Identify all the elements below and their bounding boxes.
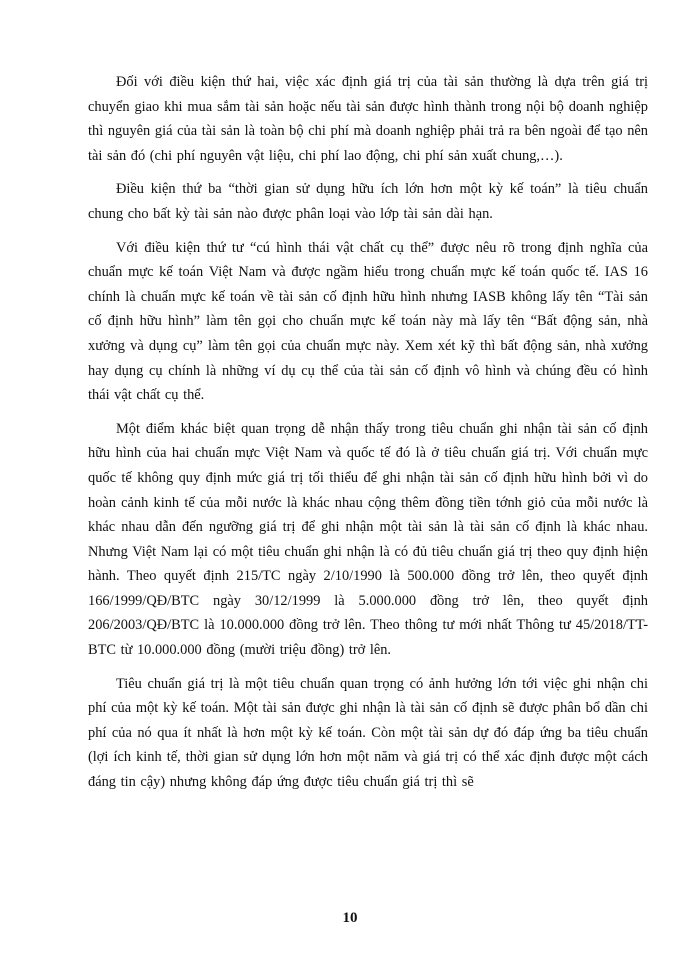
paragraph-3: Với điều kiện thứ tư “cú hình thái vật chất cụ thể” được nêu rõ trong định nghĩa của chuẩn mực kế toán Việt Nam và được ngầm hiểu trong chuẩn mực kế toán quốc tế. IAS 16 chính là chuẩn mực kế toán về tài sản cố định hữu hình nhưng IASB không lấy tên “Tài sản cố định hữu hình” làm tên gọi cho chuẩn mực kế toán này mà lấy tên “Bất động sản, nhà xưởng và dụng cụ” làm tên gọi của chuẩn mực này. Xem xét kỹ thì bất động sản, nhà xưởng hay dụng cụ chính là những ví dụ cụ thể của tài sản cố định vô hình và chúng đều có hình thái vật chất cụ thể. <box>88 239 648 404</box>
paragraph-1: Đối với điều kiện thứ hai, việc xác định giá trị của tài sản thường là dựa trên giá trị chuyển giao khi mua sắm tài sản hoặc nếu tài sản được hình thành trong nội bộ doanh nghiệp thì nguyên giá của tài sản là toàn bộ chi phí mà doanh nghiệp phải trả ra bên ngoài để tạo nên tài sản đó (chi phí nguyên vật liệu, chi phí lao động, chi phí sản xuất chung,…). <box>88 74 648 164</box>
paragraph-4: Một điểm khác biệt quan trọng dễ nhận thấy trong tiêu chuẩn ghi nhận tài sản cố định hữu hình của hai chuẩn mực Việt Nam và quốc tế đó là ở tiêu chuẩn giá trị. Với chuẩn mực quốc tế không quy định mức giá trị tối thiểu để ghi nhận tài sản cố định hữu hình bởi vì do hoàn cảnh kinh tế của mỗi nước là khác nhau cộng thêm đồng tiền tớnh giỏ của mỗi nước là khác nhau dẫn đến ngưỡng giá trị để ghi nhận một tài sản là tài sản cố định là khác nhau. Nhưng Việt Nam lại có một tiêu chuẩn ghi nhận là có đủ tiêu chuẩn giá trị theo quy định hiện hành. Theo quyết định 215/TC ngày 2/10/1990 là 500.000 đồng trở lên, theo quyết định 166/1999/QĐ/BTC ngày 30/12/1999 là 5.000.000 đồng trở lên, theo quyết định 206/2003/QĐ/BTC là 10.000.000 đồng trở lên. Theo thông tư mới nhất Thông tư 45/2018/TT-BTC từ 10.000.000 đồng (mười triệu đồng) trở lên. <box>88 420 648 659</box>
paragraph-5: Tiêu chuẩn giá trị là một tiêu chuẩn quan trọng có ảnh hưởng lớn tới việc ghi nhận chi phí của một kỳ kế toán. Một tài sản được ghi nhận là tài sản cố định sẽ được phân bổ dần chi phí của nó qua ít nhất là hơn một kỳ kế toán. Còn một tài sản dự đó đáp ứng ba tiêu chuẩn (lợi ích kinh tế, thời gian sử dụng lớn hơn một năm và giá trị có thể xác định được một cách đáng tin cậy) nhưng không đáp ứng được tiêu chuẩn giá trị thì sẽ <box>88 675 648 791</box>
paragraph-2: Điều kiện thứ ba “thời gian sử dụng hữu ích lớn hơn một kỳ kế toán” là tiêu chuẩn chung cho bất kỳ tài sản nào được phân loại vào lớp tài sản dài hạn. <box>88 181 648 222</box>
page-number: 10 <box>342 910 358 926</box>
document-body <box>88 70 648 804</box>
